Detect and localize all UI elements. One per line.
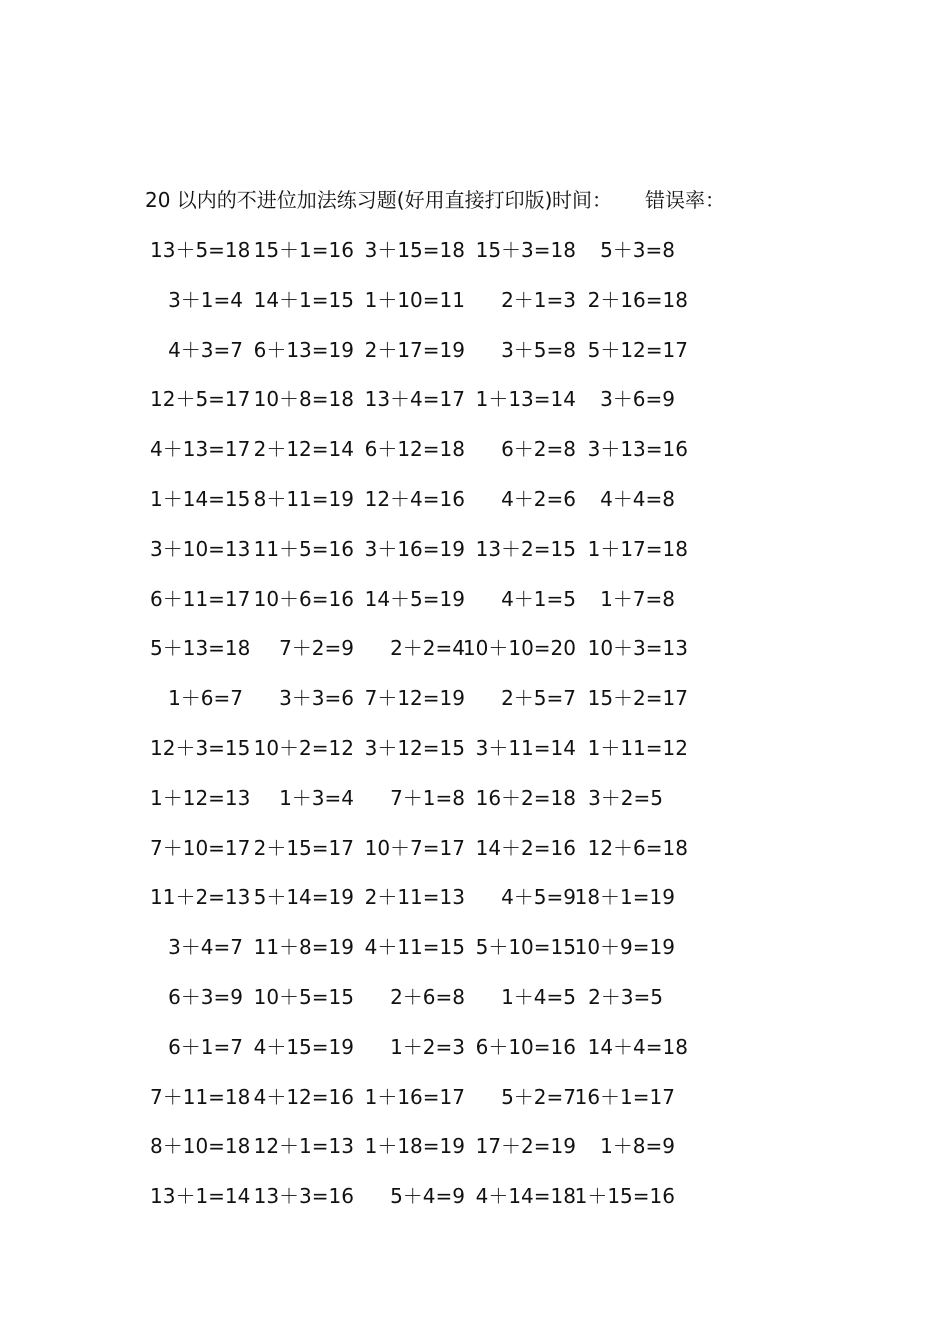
problem-row	[0, 1182, 950, 1232]
problem-cell: 5＋3=8	[600, 238, 675, 262]
problem-cell: 3＋13=16	[587, 437, 688, 462]
problem-cell: 4＋15=19	[253, 1034, 354, 1059]
problem-cell: 16＋2=18	[475, 785, 576, 810]
problem-cell: 1＋11=12	[587, 735, 688, 760]
problem-cell: 2＋5=7	[501, 686, 576, 711]
error-rate-label: 错误率：	[645, 188, 725, 212]
time-label: 时间：	[552, 188, 612, 212]
problem-cell: 1＋15=16	[574, 1184, 675, 1209]
problem-cell: 6＋11=17	[150, 586, 251, 611]
problem-cell: 10＋8=18	[253, 387, 354, 412]
problem-row	[0, 784, 950, 834]
problem-row	[0, 236, 950, 286]
problem-cell: 1＋7=8	[600, 586, 675, 611]
problem-cell: 12＋5=17	[150, 387, 251, 412]
problem-cell: 8＋11=19	[253, 486, 354, 511]
problem-cell: 13＋4=17	[364, 387, 465, 412]
problem-cell: 10＋6=16	[253, 586, 354, 611]
problem-cell: 15＋2=17	[587, 686, 688, 711]
problem-cell: 15＋3=18	[475, 238, 576, 262]
problem-cell: 1＋18=19	[364, 1134, 465, 1159]
problem-row	[0, 435, 950, 485]
problem-row	[0, 734, 950, 784]
problem-cell: 2＋17=19	[364, 337, 465, 362]
problem-cell: 7＋2=9	[279, 636, 354, 661]
problem-cell: 12＋6=18	[587, 835, 688, 860]
problem-cell: 6＋10=16	[475, 1034, 576, 1059]
problem-cell: 2＋12=14	[253, 437, 354, 462]
problem-cell: 10＋9=19	[574, 935, 675, 960]
problem-cell: 7＋1=8	[390, 785, 465, 810]
problem-cell: 13＋2=15	[475, 536, 576, 561]
problem-cell: 7＋10=17	[150, 835, 251, 860]
problem-cell: 10＋7=17	[364, 835, 465, 860]
problem-row	[0, 634, 950, 684]
problem-cell: 2＋16=18	[587, 287, 688, 312]
problem-row	[0, 933, 950, 983]
problem-cell: 3＋6=9	[600, 387, 675, 412]
problem-cell: 5＋4=9	[390, 1184, 465, 1209]
problem-row	[0, 336, 950, 386]
problem-cell: 3＋4=7	[168, 935, 243, 960]
problem-cell: 3＋2=5	[588, 785, 663, 810]
problem-cell: 3＋12=15	[364, 735, 465, 760]
problem-cell: 10＋5=15	[253, 984, 354, 1009]
problem-cell: 13＋1=14	[150, 1184, 251, 1209]
problem-row	[0, 684, 950, 734]
problem-cell: 1＋3=4	[279, 785, 354, 810]
problem-cell: 6＋12=18	[364, 437, 465, 462]
problem-row	[0, 485, 950, 535]
problem-cell: 12＋3=15	[150, 735, 251, 760]
problem-cell: 11＋8=19	[253, 935, 354, 960]
problem-cell: 4＋5=9	[501, 885, 576, 910]
problem-cell: 1＋10=11	[364, 287, 465, 312]
problem-cell: 4＋1=5	[501, 586, 576, 611]
problem-cell: 1＋2=3	[390, 1034, 465, 1059]
problem-cell: 15＋1=16	[253, 238, 354, 262]
problem-cell: 7＋11=18	[150, 1084, 251, 1109]
problem-cell: 11＋2=13	[150, 885, 251, 910]
problem-cell: 1＋8=9	[600, 1134, 675, 1159]
problem-cell: 1＋6=7	[168, 686, 243, 711]
problem-cell: 4＋12=16	[253, 1084, 354, 1109]
problem-cell: 6＋3=9	[168, 984, 243, 1009]
problem-cell: 3＋3=6	[279, 686, 354, 711]
problem-cell: 6＋13=19	[253, 337, 354, 362]
problem-cell: 1＋17=18	[587, 536, 688, 561]
problem-cell: 10＋10=20	[462, 636, 576, 661]
problem-row	[0, 834, 950, 884]
problem-row	[0, 883, 950, 933]
problem-cell: 7＋12=19	[364, 686, 465, 711]
problem-cell: 12＋4=16	[364, 486, 465, 511]
problem-cell: 5＋14=19	[253, 885, 354, 910]
problem-row	[0, 1033, 950, 1083]
problem-cell: 2＋2=4	[390, 636, 465, 661]
problem-cell: 13＋5=18	[150, 238, 251, 262]
worksheet-title: 20 以内的不进位加法练习题(好用直接打印版)	[145, 188, 553, 212]
problem-cell: 12＋1=13	[253, 1134, 354, 1159]
problem-cell: 2＋15=17	[253, 835, 354, 860]
problem-cell: 4＋3=7	[168, 337, 243, 362]
problem-cell: 3＋11=14	[475, 735, 576, 760]
problem-cell: 5＋10=15	[475, 935, 576, 960]
problem-cell: 3＋15=18	[364, 238, 465, 262]
problem-row	[0, 1083, 950, 1133]
problem-cell: 2＋1=3	[501, 287, 576, 312]
problem-cell: 2＋3=5	[588, 984, 663, 1009]
problem-row	[0, 585, 950, 635]
problem-cell: 14＋1=15	[253, 287, 354, 312]
problem-row	[0, 535, 950, 585]
problem-cell: 4＋4=8	[600, 486, 675, 511]
problem-cell: 6＋1=7	[168, 1034, 243, 1059]
problem-cell: 10＋3=13	[587, 636, 688, 661]
problem-cell: 1＋16=17	[364, 1084, 465, 1109]
problem-cell: 14＋4=18	[587, 1034, 688, 1059]
problem-cell: 4＋2=6	[501, 486, 576, 511]
problem-cell: 5＋2=7	[501, 1084, 576, 1109]
problem-row	[0, 1132, 950, 1182]
problem-cell: 4＋13=17	[150, 437, 251, 462]
problem-cell: 1＋13=14	[475, 387, 576, 412]
problem-cell: 18＋1=19	[574, 885, 675, 910]
problem-cell: 5＋12=17	[587, 337, 688, 362]
problem-cell: 5＋13=18	[150, 636, 251, 661]
problem-cell: 2＋6=8	[390, 984, 465, 1009]
problem-cell: 14＋5=19	[364, 586, 465, 611]
problem-cell: 4＋14=18	[475, 1184, 576, 1209]
problem-cell: 2＋11=13	[364, 885, 465, 910]
problem-cell: 8＋10=18	[150, 1134, 251, 1159]
problem-cell: 6＋2=8	[501, 437, 576, 462]
problem-cell: 1＋4=5	[501, 984, 576, 1009]
problem-row	[0, 983, 950, 1033]
problem-row	[0, 286, 950, 336]
problem-cell: 3＋1=4	[168, 287, 243, 312]
problem-grid	[0, 236, 950, 1232]
problem-cell: 16＋1=17	[574, 1084, 675, 1109]
problem-row	[0, 385, 950, 435]
problem-cell: 11＋5=16	[253, 536, 354, 561]
problem-cell: 1＋12=13	[150, 785, 251, 810]
problem-cell: 3＋16=19	[364, 536, 465, 561]
problem-cell: 17＋2=19	[475, 1134, 576, 1159]
problem-cell: 3＋5=8	[501, 337, 576, 362]
problem-cell: 13＋3=16	[253, 1184, 354, 1209]
problem-cell: 14＋2=16	[475, 835, 576, 860]
problem-cell: 1＋14=15	[150, 486, 251, 511]
problem-cell: 3＋10=13	[150, 536, 251, 561]
problem-cell: 4＋11=15	[364, 935, 465, 960]
problem-cell: 10＋2=12	[253, 735, 354, 760]
